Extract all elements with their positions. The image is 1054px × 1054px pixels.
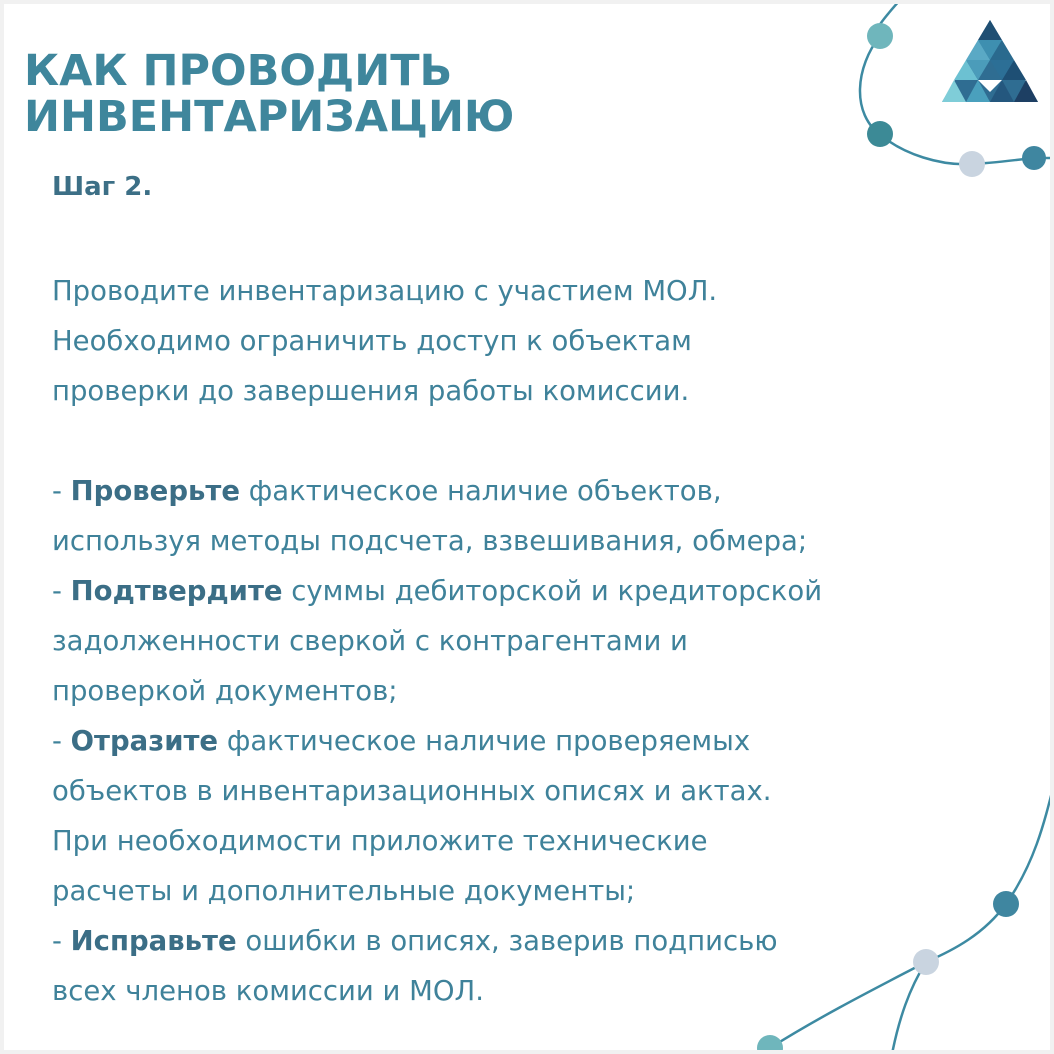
- intro-line: проверки до завершения работы комиссии.: [52, 375, 690, 407]
- list-item-verb: Проверьте: [70, 475, 240, 507]
- list-item-continuation: проверкой документов;: [52, 675, 398, 707]
- list-item-continuation: расчеты и дополнительные документы;: [52, 875, 636, 907]
- node-dot: [913, 949, 939, 975]
- node-dot: [959, 151, 985, 177]
- step-label: Шаг 2.: [52, 172, 153, 202]
- decorative-network-graphic: [4, 4, 1050, 1050]
- list-item-text: суммы дебиторской и кредиторской: [282, 575, 823, 607]
- list-item-continuation: задолженности сверкой с контрагентами и: [52, 625, 688, 657]
- node-dot: [867, 121, 893, 147]
- connector-line: [892, 962, 926, 1050]
- list-dash: -: [52, 475, 71, 507]
- list-item-verb: Исправьте: [70, 925, 237, 957]
- list-item-continuation: всех членов комиссии и МОЛ.: [52, 975, 484, 1007]
- list-item-verb: Подтвердите: [70, 575, 283, 607]
- logo-triangle-a-icon: [940, 18, 1040, 104]
- list-item-continuation: При необходимости приложите технические: [52, 825, 708, 857]
- list-item-continuation: используя методы подсчета, взвешивания, обмера;: [52, 525, 808, 557]
- list-dash: -: [52, 925, 71, 957]
- slide-card: [4, 4, 1050, 1050]
- list-item-text: фактическое наличие объектов,: [239, 475, 722, 507]
- node-dot: [1022, 146, 1046, 170]
- title-line-1: КАК ПРОВОДИТЬ: [24, 46, 453, 96]
- list-item-continuation: объектов в инвентаризационных описях и актах.: [52, 775, 772, 807]
- list-item-text: фактическое наличие проверяемых: [218, 725, 751, 757]
- intro-line: Проводите инвентаризацию с участием МОЛ.: [52, 275, 718, 307]
- title-line-2: ИНВЕНТАРИЗАЦИЮ: [24, 92, 515, 142]
- intro-line: Необходимо ограничить доступ к объектам: [52, 325, 692, 357]
- list-item-text: ошибки в описях, заверив подписью: [236, 925, 778, 957]
- node-dot: [867, 23, 893, 49]
- node-dot: [993, 891, 1019, 917]
- list-dash: -: [52, 725, 71, 757]
- list-dash: -: [52, 575, 71, 607]
- list-item-verb: Отразите: [70, 725, 219, 757]
- node-dot: [757, 1035, 783, 1050]
